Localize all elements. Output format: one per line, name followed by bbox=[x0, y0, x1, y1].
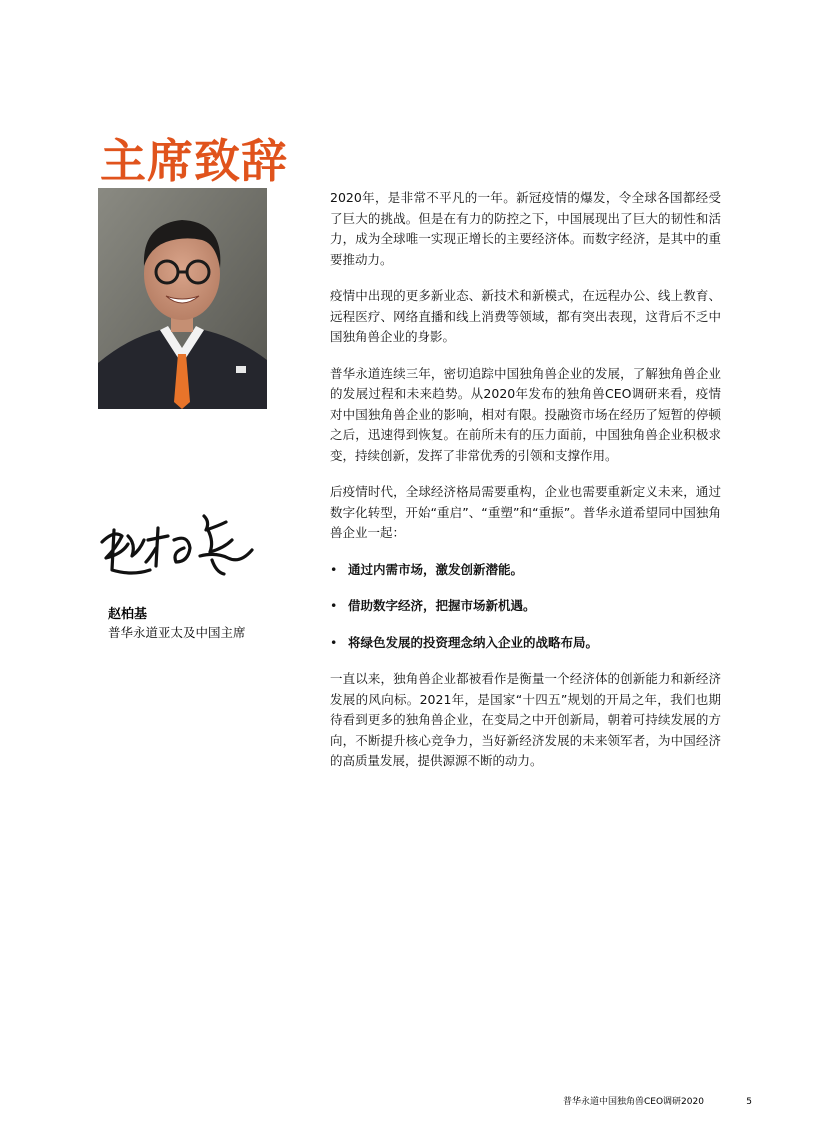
message-body bbox=[330, 188, 721, 788]
closing-paragraph: 一直以来，独角兽企业都被看作是衡量一个经济体的创新能力和新经济发展的风向标。2021年，是国家“十四五”规划的开局之年，我们也期待看到更多的独角兽企业，在变局之中开创新局，朝着可持续发展的方向，不断提升核心竞争力，当好新经济发展的未来领军者，为中国经济的高质量发展，提供源源不断的动力。 bbox=[330, 671, 721, 768]
chairman-name: 赵柏基 bbox=[108, 607, 148, 622]
body-paragraph: 后疫情时代，全球经济格局需要重构，企业也需要重新定义未来，通过数字化转型，开始“重启”、“重塑”和“重振”。普华永道希望同中国独角兽企业一起： bbox=[330, 484, 721, 540]
portrait-photo-icon bbox=[98, 188, 267, 409]
chairman-portrait-photo bbox=[98, 188, 267, 409]
goals-list-item: • 借助数字经济，把握市场新机遇。 bbox=[330, 596, 721, 617]
chairman-role: 普华永道亚太及中国主席 bbox=[108, 625, 246, 640]
page-title: 主席致辞 bbox=[100, 133, 288, 188]
goals-list-item: • 将绿色发展的投资理念纳入企业的战略布局。 bbox=[330, 633, 721, 654]
page-number: 5 bbox=[746, 1097, 752, 1107]
chairman-signature bbox=[92, 500, 262, 590]
footer-report-title: 普华永道中国独角兽CEO调研2020 bbox=[563, 1097, 704, 1107]
goals-list bbox=[330, 560, 721, 654]
body-paragraph: 2020年，是非常不平凡的一年。新冠疫情的爆发，令全球各国都经受了巨大的挑战。但是在有力的防控之下，中国展现出了巨大的韧性和活力，成为全球唯一实现正增长的主要经济体。而数字经济，是其中的重要推动力。 bbox=[330, 190, 721, 267]
body-paragraph: 普华永道连续三年，密切追踪中国独角兽企业的发展，了解独角兽企业的发展过程和未来趋势。从2020年发布的独角兽CEO调研来看，疫情对中国独角兽企业的影响，相对有限。投融资市场在经历了短暂的停顿之后，迅速得到恢复。在前所未有的压力面前，中国独角兽企业积极求变，持续创新，发挥了非常优秀的引领和支撑作用。 bbox=[330, 365, 721, 463]
goals-list-item: • 通过内需市场，激发创新潜能。 bbox=[330, 560, 721, 581]
body-paragraph: 疫情中出现的更多新业态、新技术和新模式，在远程办公、线上教育、远程医疗、网络直播和线上消费等领域，都有突出表现，这背后不乏中国独角兽企业的身影。 bbox=[330, 288, 721, 344]
handwritten-signature-icon bbox=[92, 500, 262, 590]
